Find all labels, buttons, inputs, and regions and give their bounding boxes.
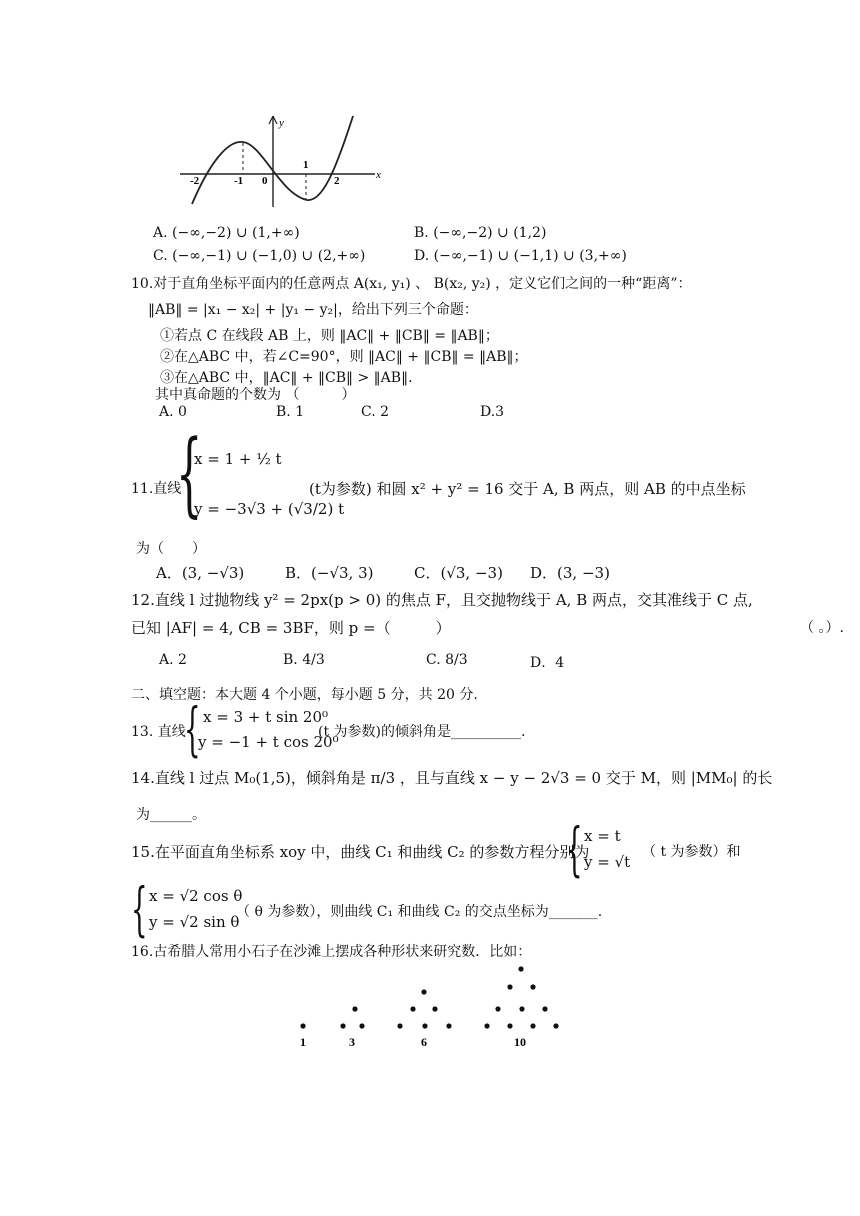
q15-line1: 15.在平面直角坐标系 xoy 中，曲线 C₁ 和曲线 C₂ 的参数方程分别为 — [131, 843, 590, 861]
q10-prop3: ③在△ABC 中，‖AC‖ + ‖CB‖ > ‖AB‖. — [160, 370, 413, 386]
axis-y-label: y — [279, 117, 284, 129]
q13-brace: { — [184, 695, 201, 763]
q9-option-a: A. (−∞,−2) ∪ (1,+∞) — [153, 225, 300, 241]
section-2-heading: 二、填空题：本大题 4 个小题，每小题 5 分，共 20 分. — [131, 687, 478, 703]
q13-eq2: y = −1 + t cos 20⁰ — [198, 733, 339, 751]
q11-option-d: D．(3, −3) — [530, 564, 610, 582]
q12-right-mark: （ 。）. — [800, 620, 844, 636]
q9-option-b: B. (−∞,−2) ∪ (1,2) — [414, 225, 547, 241]
q9-option-d: D. (−∞,−1) ∪ (−1,1) ∪ (3,+∞) — [414, 248, 627, 264]
q11-mid: (t为参数) 和圆 x² + y² = 16 交于 A, B 两点，则 AB 的中点坐标 — [309, 480, 746, 498]
q12-option-d: D．4 — [530, 655, 565, 671]
q11-num: 11.直线 — [131, 481, 182, 497]
q13-tail: (t 为参数)的倾斜角是__________. — [318, 724, 526, 740]
pebble-label-10: 10 — [514, 1035, 526, 1049]
tick-neg2: -2 — [190, 175, 200, 187]
q10-prop1: ①若点 C 在线段 AB 上，则 ‖AC‖ + ‖CB‖ = ‖AB‖； — [160, 328, 499, 344]
pebble-figures — [290, 960, 570, 1052]
q15-c1-tail: （ t 为参数）和 — [642, 844, 741, 860]
q11-eq2: y = −3√3 + (√3/2) t — [194, 500, 345, 518]
q15-c2-eq1: x = √2 cos θ — [149, 887, 243, 905]
q11-brace: { — [176, 420, 203, 527]
q10-option-c: C. 2 — [361, 404, 390, 420]
q12-line1: 12.直线 l 过抛物线 y² = 2px(p > 0) 的焦点 F，且交抛物线于 A, B 两点，交其准线于 C 点, — [131, 591, 753, 609]
q11-eq1: x = 1 + ½ t — [194, 450, 282, 468]
q12-option-a: A. 2 — [159, 652, 187, 668]
q15-c2-tail: （ θ 为参数），则曲线 C₁ 和曲线 C₂ 的交点坐标为_______. — [236, 904, 603, 920]
axis-x-label: x — [376, 169, 381, 181]
q12-option-b: B. 4/3 — [283, 652, 325, 668]
q11-option-b: B．(−√3, 3) — [285, 564, 374, 582]
function-graph — [170, 112, 400, 212]
q15-c2-brace: { — [131, 875, 148, 943]
q12-option-c: C. 8/3 — [426, 652, 468, 668]
tick-1: 1 — [303, 159, 309, 171]
pebble-label-3: 3 — [349, 1035, 355, 1049]
q10-definition: ‖AB‖ = |x₁ − x₂| + |y₁ − y₂|，给出下列三个命题： — [148, 302, 478, 318]
q13-eq1: x = 3 + t sin 20⁰ — [203, 708, 329, 726]
q15-c2-eq2: y = √2 sin θ — [149, 913, 240, 931]
q16-stem: 16.古希腊人常用小石子在沙滩上摆成各种形状来研究数．比如： — [131, 944, 532, 960]
q9-option-c: C. (−∞,−1) ∪ (−1,0) ∪ (2,+∞) — [153, 248, 366, 264]
tick-0: 0 — [262, 175, 268, 187]
q10-option-a: A. 0 — [159, 404, 187, 420]
q11-option-a: A．(3, −√3) — [156, 564, 245, 582]
q15-c1-brace: { — [566, 815, 583, 883]
tick-neg1: -1 — [234, 175, 244, 187]
tick-2: 2 — [334, 175, 340, 187]
q13-num: 13. 直线 — [131, 724, 186, 740]
q12-line2: 已知 |AF| = 4, CB = 3BF，则 p =（ ） — [131, 619, 451, 637]
q10-option-b: B. 1 — [276, 404, 305, 420]
q10-ask: 其中真命题的个数为 （ ） — [155, 387, 356, 403]
q14-line2: 为______。 — [136, 807, 206, 823]
pebble-label-1: 1 — [300, 1035, 306, 1049]
q14-line1: 14.直线 l 过点 M₀(1,5)，倾斜角是 π/3 ，且与直线 x − y − 2√3 = 0 交于 M，则 |MM₀| 的长 — [131, 769, 773, 787]
q11-tail: 为（ ） — [136, 541, 206, 557]
q10-stem: 10.对于直角坐标平面内的任意两点 A(x₁, y₁) 、 B(x₂, y₂) ，定义它们之间的一种“距离”： — [131, 276, 692, 292]
q11-option-c: C．(√3, −3) — [414, 564, 503, 582]
q10-prop2: ②在△ABC 中，若∠C=90°，则 ‖AC‖ + ‖CB‖ = ‖AB‖； — [160, 349, 528, 365]
q15-c1-eq1: x = t — [584, 827, 621, 845]
q10-option-d: D.3 — [480, 404, 505, 420]
pebble-label-6: 6 — [421, 1035, 427, 1049]
q15-c1-eq2: y = √t — [584, 853, 631, 871]
